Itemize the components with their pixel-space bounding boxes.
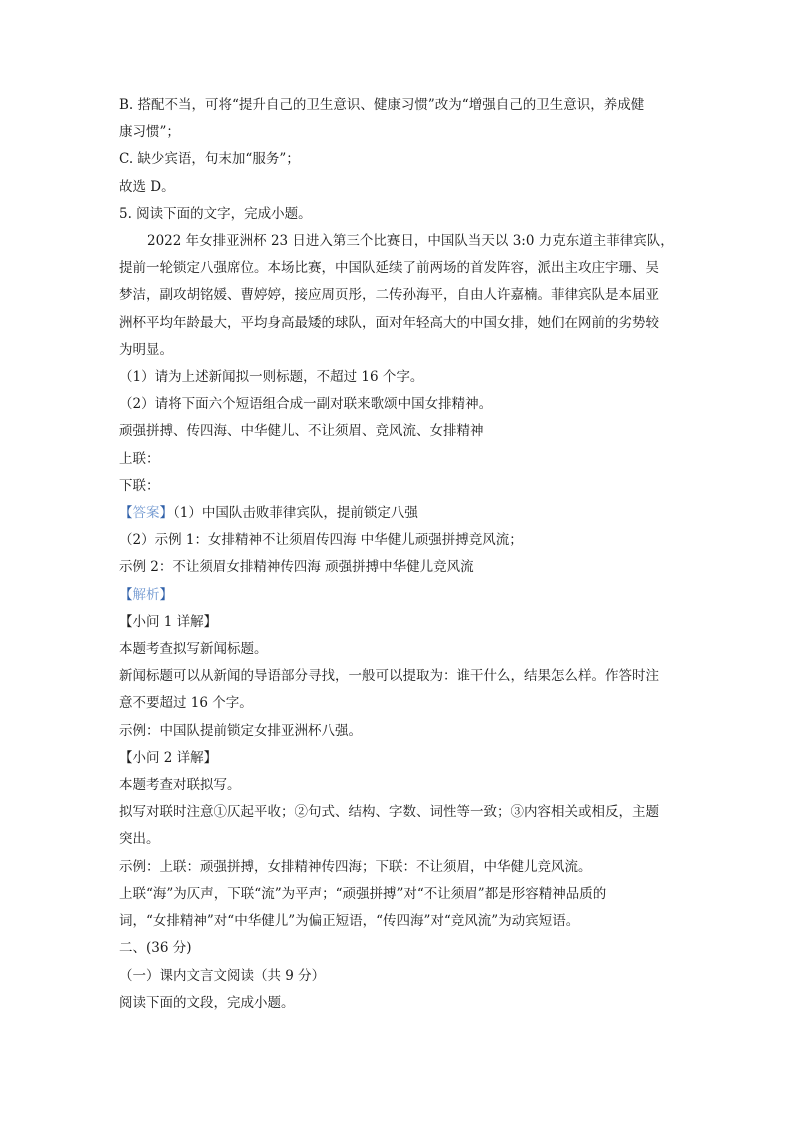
lower-couplet-label: 下联：: [119, 477, 160, 494]
passage-line: 洲杯平均年龄最大，平均身高最矮的球队，面对年轻高大的中国女排，她们在网前的劣势较: [119, 314, 659, 331]
section-2-instruction: 阅读下面的文段，完成小题。: [119, 994, 295, 1011]
answer-line3: 示例 2：不让须眉女排精神传四海 顽强拼搏中华健儿竞风流: [119, 559, 474, 576]
analysis-line: 新闻标题可以从新闻的导语部分寻找，一般可以提取为：谁干什么，结果怎么样。作答时注: [119, 668, 659, 685]
sub-question-1: （1）请为上述新闻拟一则标题，不超过 16 个字。: [119, 369, 424, 386]
sub-question-1-header: 【小问 1 详解】: [119, 613, 218, 630]
analysis-line: 意不要超过 16 个字。: [119, 695, 253, 712]
answer-tag: 【答案】: [119, 505, 173, 522]
analysis-line: 示例：中国队提前锁定女排亚洲杯八强。: [119, 722, 362, 739]
answer-conclusion: 故选 D。: [119, 178, 175, 195]
answer-line1: [119, 500, 679, 527]
analysis-line: 拟写对联时注意①仄起平收；②句式、结构、字数、词性等一致；③内容相关或相反，主题: [119, 804, 659, 821]
section-2-subsection: （一）课内文言文阅读（共 9 分）: [119, 967, 326, 984]
sub-question-2: （2）请将下面六个短语组合成一副对联来歌颂中国女排精神。: [119, 396, 493, 413]
answer-line2: （2）示例 1：女排精神不让须眉传四海 中华健儿顽强拼搏竞风流；: [119, 532, 523, 549]
option-b-explanation-line1: B. 搭配不当，可将“提升自己的卫生意识、健康习惯”改为“增强自己的卫生意识，养成健: [119, 97, 645, 113]
section-2-title: 二、(36 分): [119, 940, 192, 957]
document-page: [119, 92, 679, 1017]
passage-line: 2022 年女排亚洲杯 23 日进入第三个比赛日，中国队当天以 3:0 力克东道主菲律宾队，: [147, 233, 674, 250]
option-c-explanation: C. 缺少宾语，句末加“服务”；: [119, 151, 300, 168]
passage-line: 为明显。: [119, 341, 173, 358]
question-5-title: 5. 阅读下面的文字，完成小题。: [119, 205, 312, 222]
sub-question-2-header: 【小问 2 详解】: [119, 749, 218, 766]
phrase-list: 顽强拼搏、传四海、中华健儿、不让须眉、竞风流、女排精神: [119, 423, 484, 440]
passage-line: 提前一轮锁定八强席位。本场比赛，中国队延续了前两场的首发阵容，派出主攻庄宇珊、吴: [119, 260, 659, 277]
analysis-line: 突出。: [119, 831, 160, 848]
analysis-line: 本题考查对联拟写。: [119, 777, 241, 794]
analysis-line: 词，“女排精神”对“中华健儿”为偏正短语，“传四海”对“竞风流”为动宾短语。: [119, 913, 580, 930]
analysis-line: 示例：上联：顽强拼搏，女排精神传四海；下联：不让须眉，中华健儿竞风流。: [119, 858, 592, 875]
option-b-explanation-line2: 康习惯”；: [119, 124, 180, 141]
analysis-line: 上联“海”为仄声，下联“流”为平声；“顽强拼搏”对“不让须眉”都是形容精神品质的: [119, 885, 607, 902]
upper-couplet-label: 上联：: [119, 450, 160, 467]
passage-line: 梦洁，副攻胡铭媛、曹婷婷，接应周页彤，二传孙海平，自由人许嘉楠。菲律宾队是本届亚: [119, 287, 659, 304]
analysis-line: 本题考查拟写新闻标题。: [119, 641, 268, 658]
analysis-tag: 【解析】: [119, 586, 173, 603]
answer-text: （1）中国队击败菲律宾队，提前锁定八强: [173, 505, 418, 522]
